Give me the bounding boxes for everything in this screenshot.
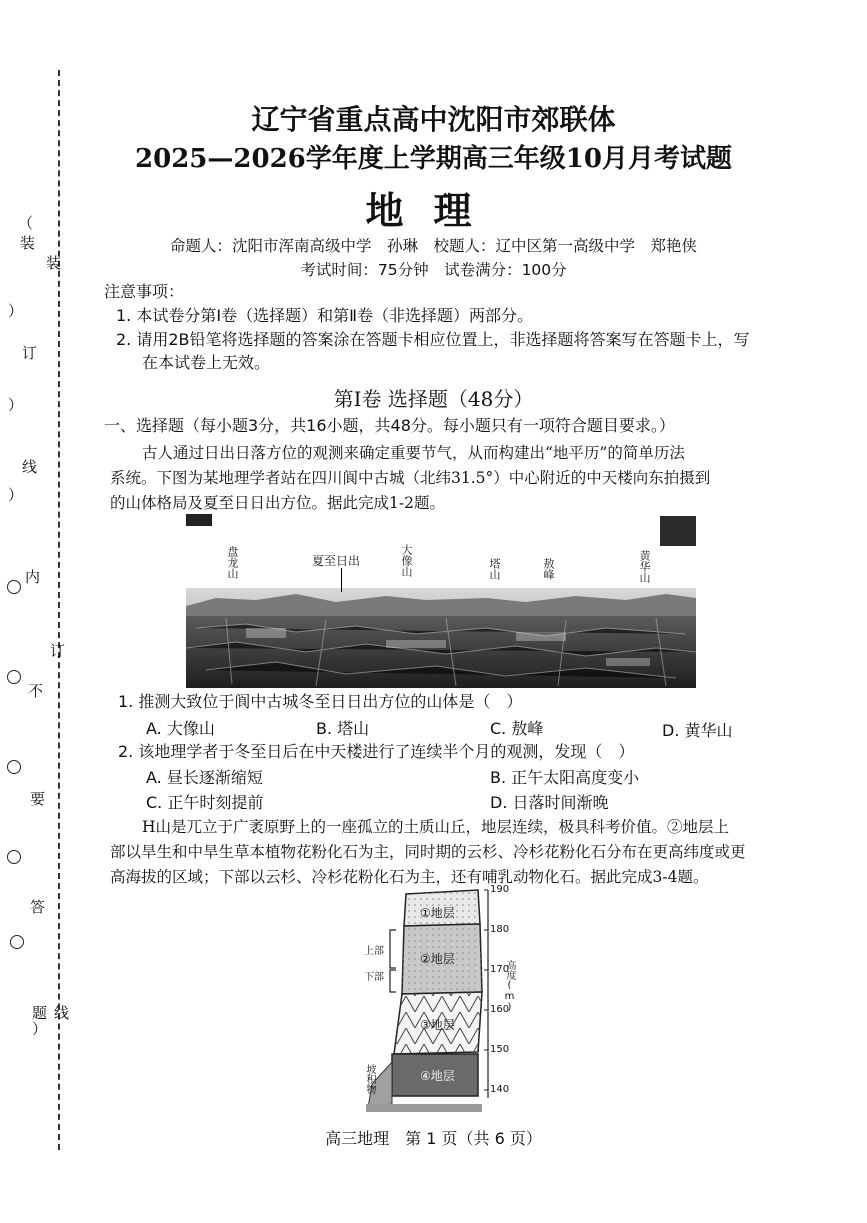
notes-item-2b: 在本试卷上无效。 [142,353,271,372]
q1-option-a: A. 大像山 [146,719,215,738]
label-ao-peak: 敖峰 [542,558,555,580]
passage1-line2: 系统。下图为某地理学者站在四川阆中古城（北纬31.5°）中心附近的中天楼向东拍摄到 [110,469,711,487]
axis-tick-label: 170 [490,964,510,975]
section-instruction: 一、选择题（每小题3分，共16小题，共48分。每小题只有一项符合题目要求。） [104,416,675,435]
photo-corner-mark-left [186,514,212,526]
binding-text: 订 [50,642,66,660]
binding-text: 题 [32,1004,48,1022]
binding-hole [7,760,21,774]
q1-option-c: C. 敖峰 [490,719,544,738]
q1-option-d: D. 黄华山 [662,721,733,740]
q1-option-b: B. 塔山 [316,719,370,738]
notes-heading: 注意事项： [104,282,185,301]
q2-stem: 2. 该地理学者于冬至日后在中天楼进行了连续半个月的观测，发现（ ） [118,742,635,761]
label-panlong-mountain: 盘龙山 [226,546,239,579]
binding-text: ） [8,396,24,414]
notes-item-2a: 2. 请用2B铅笔将选择题的答案涂在答题卡相应位置上，非选择题将答案写在答题卡上，写 [116,330,750,349]
binding-text: 装 [46,254,62,272]
q1-stem: 1. 推测大致位于阆中古城冬至日日出方位的山体是（ ） [118,692,523,711]
binding-text: 内 [25,568,41,586]
binding-hole [7,670,21,684]
label-daxiang-mountain: 大像山 [400,544,413,577]
binding-text: 不 [28,682,44,700]
axis-tick-label: 140 [490,1084,510,1095]
axis-tick-label: 150 [490,1044,510,1055]
authors-line: 命题人：沈阳市浑南高级中学 孙琳 校题人：辽中区第一高级中学 郑艳侠 [169,237,697,255]
mountain-photo [186,588,696,688]
binding-text: 要 [30,790,46,808]
binding-text: ） [8,486,24,504]
sunrise-pointer-line [341,568,342,592]
label-huanghua-mountain: 黄华山 [638,550,651,583]
binding-hole [7,850,21,864]
q2-option-c: C. 正午时刻提前 [146,793,264,812]
label-summer-sunrise: 夏至日出 [312,554,361,568]
binding-text: 订 [22,344,38,362]
binding-text: 答 [30,898,46,916]
passage1-line3: 的山体格局及夏至日日出方位。据此完成1-2题。 [110,494,445,512]
strata-talus-label: 坡积物 [364,1064,375,1094]
binding-text: 线 [54,1004,70,1022]
binding-text: （ [18,214,34,232]
strata-layer-1-label: ①地层 [420,906,455,920]
q2-option-b: B. 正午太阳高度变小 [490,768,640,787]
q2-option-d: D. 日落时间渐晚 [490,793,609,812]
label-ta-mountain: 塔山 [488,558,501,580]
photo-graphic [186,588,696,688]
binding-hole [7,580,21,594]
axis-tick-label: 190 [490,884,510,895]
q2-option-a: A. 昼长逐渐缩短 [146,768,263,787]
strata-layer-2-label: ②地层 [420,952,455,966]
notes-item-1: 1. 本试卷分第Ⅰ卷（选择题）和第Ⅱ卷（非选择题）两部分。 [116,306,533,325]
binding-text: 装 [20,234,36,252]
binding-hole [10,935,24,949]
passage2-line1: H山是兀立于广袤原野上的一座孤立的土质山丘，地层连续，极具科考价值。②地层上 [142,818,730,836]
binding-text: 线 [22,458,38,476]
strata-lower-label: 下部 [364,972,384,983]
strata-layer-4-label: ④地层 [420,1069,455,1083]
photo-corner-mark-right [660,516,696,546]
exam-title-line1: 辽宁省重点高中沈阳市郊联体 [251,103,616,136]
binding-text: ） [32,1020,48,1038]
passage2-line3: 高海拔的区域；下部以云杉、冷杉花粉化石为主，还有哺乳动物化石。据此完成3-4题。 [110,868,709,886]
strata-layer-3-label: ③地层 [420,1018,455,1032]
page-footer: 高三地理 第 1 页（共 6 页） [325,1129,542,1148]
passage1-line1: 古人通过日出日落方位的观测来确定重要节气，从而构建出“地平历”的简单历法 [142,444,685,462]
axis-title: 高度(m) [504,960,515,1013]
binding-text: ） [8,302,24,320]
strata-upper-label: 上部 [364,946,384,957]
passage2-line2: 部以旱生和中旱生草本植物花粉化石为主，同时期的云杉、冷杉花粉化石分布在更高纬度或更 [110,843,746,861]
subject-title: 地理 [365,188,502,233]
section-title: 第Ⅰ卷 选择题（48分） [333,387,534,411]
axis-tick-label: 160 [490,1004,510,1015]
axis-tick-label: 180 [490,924,510,935]
exam-title-line2: 2025—2026学年度上学期高三年级10月月考试题 [135,144,732,174]
exam-info-line: 考试时间：75分钟 试卷满分：100分 [300,261,567,279]
